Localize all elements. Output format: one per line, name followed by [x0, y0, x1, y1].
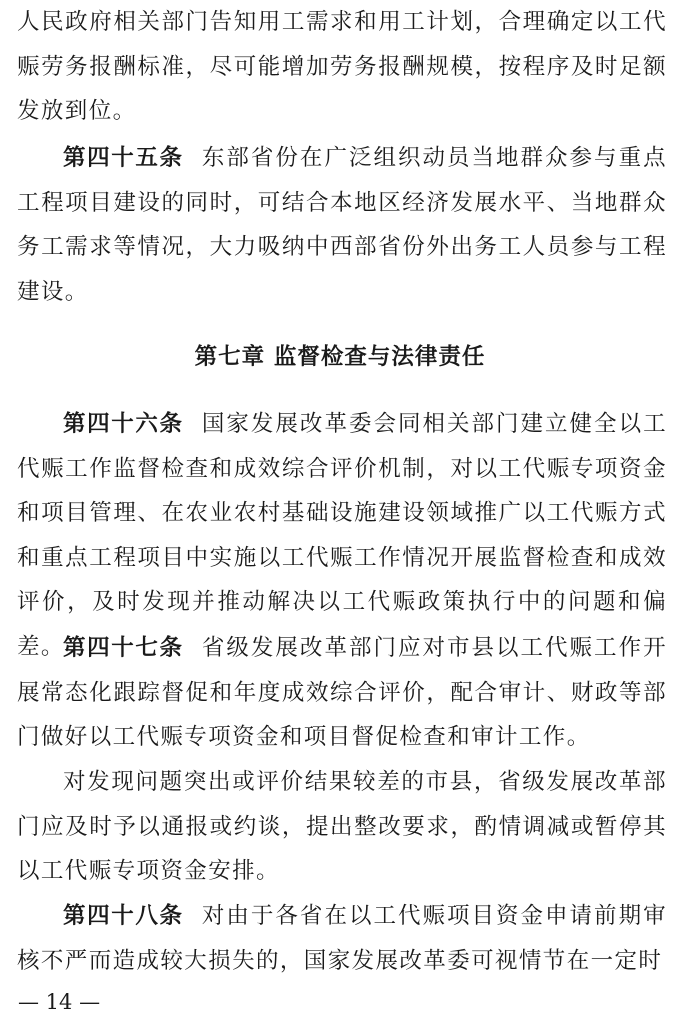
article-45: [17, 136, 667, 314]
article-label: 第四十五条: [63, 145, 184, 171]
article-label: 第四十六条: [63, 411, 184, 437]
article-text: 国家发展改革委会同相关部门建立健全以工代赈工作监督检查和成效综合评价机制，对以工代赈专项资金和项目管理、在农业农村基础设施建设领域推广以工代赈方式和重点工程项目中实施以工代赈工作情况开展监督检查和成效评价，及时发现并推动解决以工代赈政策执行中的问题和偏差。: [17, 411, 667, 660]
page-number: — 14 —: [18, 990, 101, 1014]
paragraph-47-continuation: [17, 760, 667, 894]
chapter-heading: 第七章 监督检查与法律责任: [194, 344, 486, 370]
article-48: [17, 894, 667, 983]
article-text: 对由于各省在以工代赈项目资金申请前期审核不严而造成较大损失的，国家发展改革委可视情节在一定时: [17, 903, 667, 974]
paragraph-text: 对发现问题突出或评价结果较差的市县，省级发展改革部门应及时予以通报或约谈，提出整改要求，酌情调减或暂停其以工代赈专项资金安排。: [17, 769, 667, 884]
article-47: [17, 626, 667, 760]
article-label: 第四十七条: [63, 635, 184, 661]
article-text: 省级发展改革部门应对市县以工代赈工作开展常态化跟踪督促和年度成效综合评价，配合审计、财政等部门做好以工代赈专项资金和项目督促检查和审计工作。: [17, 635, 667, 750]
article-label: 第四十八条: [63, 903, 184, 929]
article-text: 东部省份在广泛组织动员当地群众参与重点工程项目建设的同时，可结合本地区经济发展水平、当地群众务工需求等情况，大力吸纳中西部省份外出务工人员参与工程建设。: [17, 145, 667, 305]
paragraph-text: 人民政府相关部门告知用工需求和用工计划，合理确定以工代赈劳务报酬标准，尽可能增加劳务报酬规模，按程序及时足额发放到位。: [17, 9, 667, 124]
paragraph-continuation: [17, 0, 667, 134]
